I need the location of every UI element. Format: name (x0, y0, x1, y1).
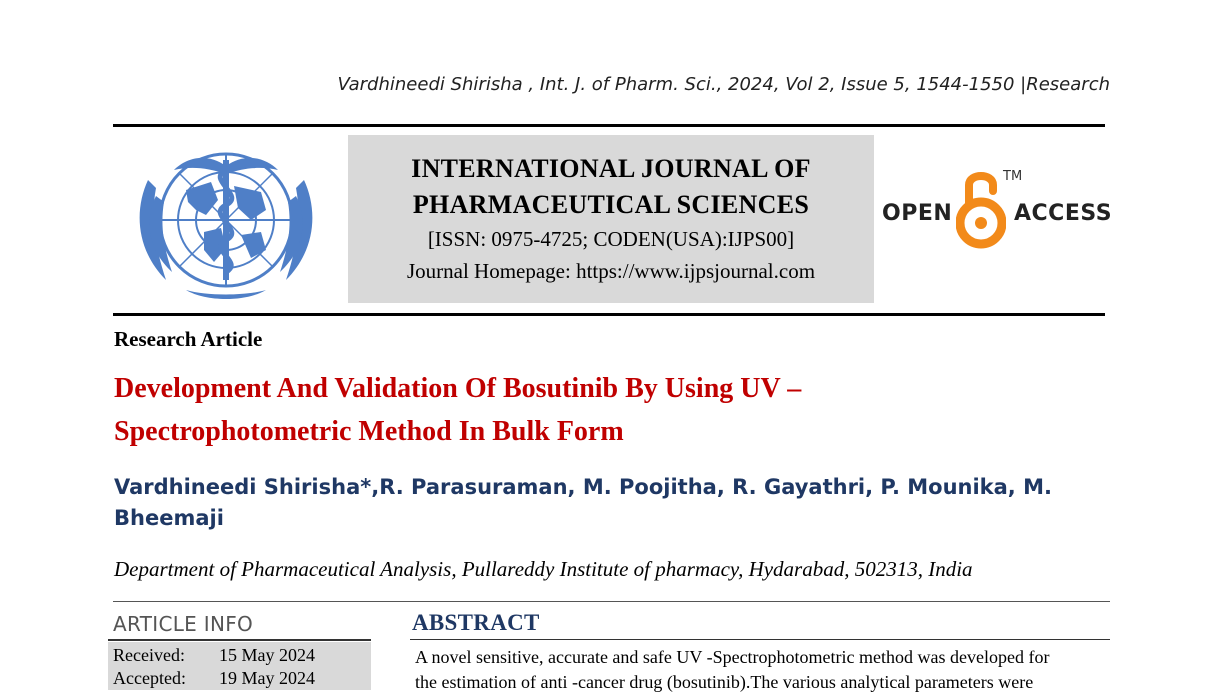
journal-title-line1: INTERNATIONAL JOURNAL OF (411, 154, 811, 183)
affiliation: Department of Pharmaceutical Analysis, Pullareddy Institute of pharmacy, Hydarabad, 502313, India (114, 557, 973, 581)
header-top-rule (113, 124, 1105, 127)
article-info-row (108, 644, 371, 667)
article-type: Research Article (114, 327, 263, 351)
running-header: Vardhineedi Shirisha , Int. J. of Pharm. Sci., 2024, Vol 2, Issue 5, 1544-1550 |Research (337, 74, 1110, 95)
open-access-trademark: TM (1003, 169, 1023, 184)
journal-homepage[interactable]: Journal Homepage: https://www.ijpsjournal.com (406, 259, 816, 283)
journal-emblem-logo (126, 140, 326, 305)
article-title (114, 367, 1094, 453)
article-info-rule (108, 639, 371, 641)
open-access-logo (880, 165, 1113, 255)
received-date: 15 May 2024 (219, 645, 315, 665)
abstract-heading: ABSTRACT (412, 610, 540, 635)
accepted-label: Accepted: (113, 668, 186, 688)
open-access-word-access: ACCESS (1014, 201, 1113, 226)
abstract-line1: A novel sensitive, accurate and safe UV -Spectrophotometric method was developed for (415, 647, 1050, 667)
journal-issn: [ISSN: 0975-4725; CODEN(USA):IJPS00] (427, 227, 795, 251)
open-access-word-open: OPEN (882, 201, 953, 226)
author-list-line1: Vardhineedi Shirisha*,R. Parasuraman, M. Poojitha, R. Gayathri, P. Mounika, M. (114, 475, 1052, 499)
journal-title-line2: PHARMACEUTICAL SCIENCES (412, 190, 810, 219)
article-info-row (108, 667, 371, 690)
article-title-line2: Spectrophotometric Method In Bulk Form (114, 416, 624, 447)
open-access-lock-icon (956, 165, 1006, 251)
journal-masthead-box (348, 135, 874, 303)
article-info-heading: ARTICLE INFO (113, 612, 254, 636)
author-list-line2: Bheemaji (114, 506, 224, 530)
abstract-line2: the estimation of anti -cancer drug (bosutinib).The various analytical parameters were (415, 672, 1034, 692)
section-divider (113, 601, 1110, 602)
header-bottom-rule (113, 313, 1105, 316)
received-label: Received: (113, 645, 185, 665)
accepted-date: 19 May 2024 (219, 668, 315, 688)
article-info-table (108, 642, 371, 690)
abstract-body (415, 645, 1112, 695)
abstract-rule (410, 639, 1110, 640)
author-list (114, 472, 1094, 534)
article-title-line1: Development And Validation Of Bosutinib By Using UV – (114, 373, 802, 404)
